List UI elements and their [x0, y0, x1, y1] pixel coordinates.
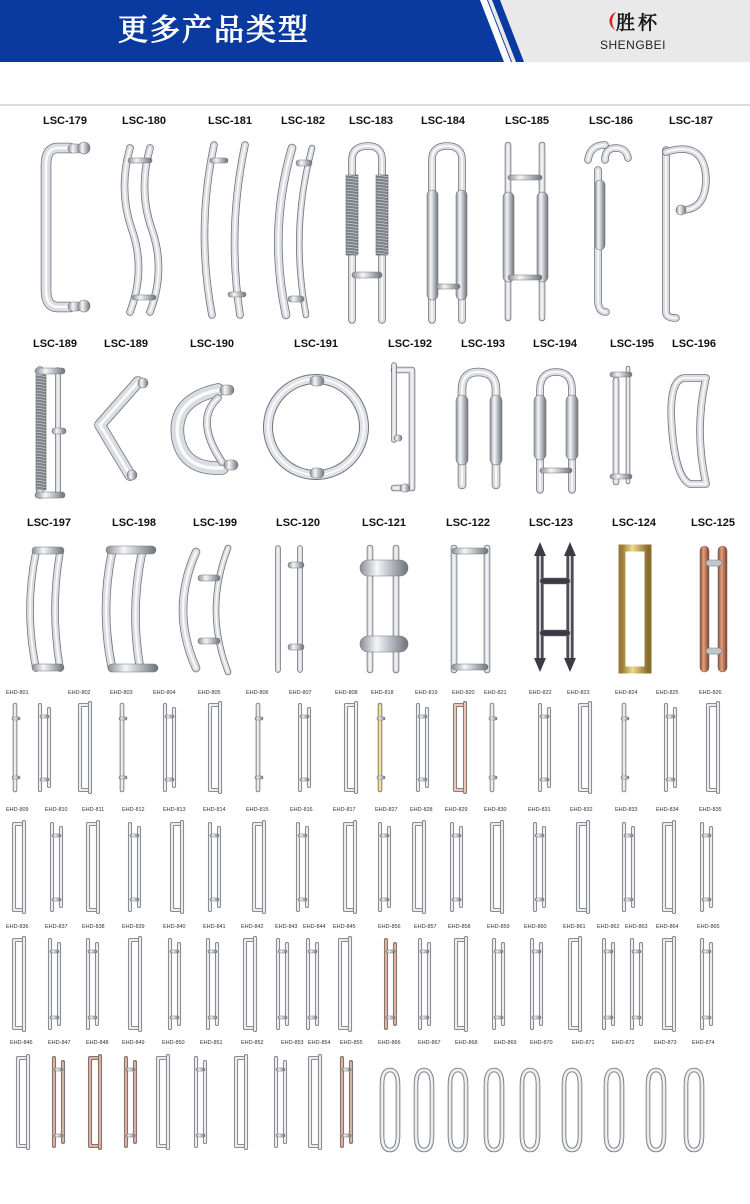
product-code-label: LSC-182	[280, 115, 326, 127]
handle-drawing	[128, 158, 152, 163]
handle-drawing	[310, 376, 324, 386]
product-code-label: LSC-187	[668, 115, 714, 127]
thumb-handle	[416, 1070, 432, 1150]
thumb-handle	[648, 1070, 664, 1150]
small-product-code: EHD-842	[241, 924, 264, 930]
small-product-code: EHD-831	[528, 807, 551, 813]
handle-drawing	[702, 834, 711, 837]
handle-drawing	[52, 834, 61, 837]
handle-drawing	[220, 385, 234, 395]
thumb-handle	[382, 1070, 398, 1150]
small-product-code: EHD-851	[200, 1040, 223, 1046]
small-product-code: EHD-826	[699, 690, 722, 696]
small-product-code: EHD-822	[529, 690, 552, 696]
handle-drawing	[400, 484, 410, 492]
handle-drawing	[88, 950, 97, 953]
product-code-label: LSC-184	[420, 115, 466, 127]
handle-drawing	[540, 778, 549, 781]
small-product-code: EHD-859	[487, 924, 510, 930]
thumb-handle	[414, 824, 422, 910]
thumb-handle	[80, 705, 88, 790]
small-product-code: EHD-868	[455, 1040, 478, 1046]
handle-drawing	[138, 378, 148, 388]
small-product-code: EHD-870	[530, 1040, 553, 1046]
small-product-code: EHD-855	[340, 1040, 363, 1046]
handle-drawing	[418, 715, 427, 718]
product-code-label: LSC-198	[111, 517, 157, 529]
handle-drawing	[452, 898, 461, 901]
handle-drawing	[126, 1068, 135, 1071]
handle-drawing	[12, 717, 20, 720]
handle-drawing	[702, 898, 711, 901]
thumb-handle	[345, 824, 353, 910]
handle-drawing	[278, 1016, 287, 1019]
product-code-label: LSC-121	[361, 517, 407, 529]
handle-drawing	[494, 1016, 503, 1019]
handle-drawing	[456, 190, 467, 300]
handle-drawing	[456, 395, 468, 465]
product-code-label: LSC-192	[387, 338, 433, 350]
small-product-code: EHD-811	[82, 807, 105, 813]
product-code-label: LSC-123	[528, 517, 574, 529]
thumb-handle	[90, 1058, 98, 1146]
handle-drawing	[535, 898, 544, 901]
thumb-handle	[522, 1070, 538, 1150]
small-product-code: EHD-856	[378, 924, 401, 930]
handle-drawing	[452, 548, 488, 554]
handle-drawing	[132, 295, 156, 300]
product-code-label: LSC-183	[348, 115, 394, 127]
thumb-handle	[522, 1070, 538, 1150]
handle-drawing	[676, 205, 686, 215]
handle-drawing	[32, 664, 64, 671]
thumb-handle	[416, 1070, 432, 1150]
product-code-label: LSC-199	[192, 517, 238, 529]
product-code-label: LSC-186	[588, 115, 634, 127]
small-product-code: EHD-857	[414, 924, 437, 930]
small-product-code: EHD-872	[612, 1040, 635, 1046]
handle-drawing	[380, 898, 389, 901]
small-product-code: EHD-806	[246, 690, 269, 696]
handle-drawing	[394, 435, 402, 441]
thumb-handle	[486, 1070, 502, 1150]
small-product-code: EHD-805	[198, 690, 221, 696]
small-product-code: EHD-818	[371, 690, 394, 696]
thumb-handle	[158, 1058, 166, 1146]
handle-lsc-189b	[100, 382, 138, 475]
small-product-code: EHD-808	[335, 690, 358, 696]
small-product-code: EHD-834	[656, 807, 679, 813]
thumb-handle	[564, 1070, 580, 1150]
thumb-handle	[14, 824, 22, 910]
small-product-code: EHD-874	[692, 1040, 715, 1046]
handle-drawing	[32, 547, 64, 554]
handle-drawing	[436, 284, 460, 289]
handle-drawing	[165, 715, 174, 718]
handle-drawing	[198, 638, 220, 644]
small-product-code: EHD-866	[378, 1040, 401, 1046]
thumb-handle	[648, 1070, 664, 1150]
handle-drawing	[632, 1016, 641, 1019]
product-code-label: LSC-196	[671, 338, 717, 350]
page-title: 更多产品类型	[118, 13, 310, 48]
handle-drawing	[126, 1134, 135, 1137]
thumb-handle	[686, 1070, 702, 1150]
handle-drawing	[494, 950, 503, 953]
logo-chinese: 胜杯	[616, 12, 661, 34]
handle-drawing	[35, 368, 65, 374]
handle-drawing	[377, 717, 385, 720]
small-product-code: EHD-840	[163, 924, 186, 930]
handle-drawing	[566, 395, 578, 460]
product-code-label: LSC-181	[207, 115, 253, 127]
product-code-label: LSC-191	[293, 338, 339, 350]
handle-drawing	[508, 175, 542, 180]
handle-drawing	[621, 717, 629, 720]
small-product-code: EHD-839	[122, 924, 145, 930]
small-product-code: EHD-814	[203, 807, 226, 813]
small-product-code: EHD-873	[654, 1040, 677, 1046]
thumb-handle	[564, 1070, 580, 1150]
handle-drawing	[420, 1016, 429, 1019]
handle-drawing	[12, 776, 20, 779]
handle-drawing	[380, 834, 389, 837]
small-product-code: EHD-846	[10, 1040, 33, 1046]
handle-drawing	[50, 1016, 59, 1019]
thumb-handle	[130, 940, 138, 1028]
thumb-handle	[455, 705, 463, 790]
handle-drawing	[489, 717, 497, 720]
handle-drawing	[610, 474, 632, 479]
thumb-handle	[310, 1058, 318, 1146]
product-code-label: LSC-189	[103, 338, 149, 350]
handle-drawing	[196, 1134, 205, 1137]
small-product-code: EHD-847	[48, 1040, 71, 1046]
thumb-handle	[580, 705, 588, 790]
handle-drawing	[228, 292, 246, 297]
small-product-code: EHD-830	[484, 807, 507, 813]
handle-drawing	[489, 776, 497, 779]
handle-drawing	[35, 492, 65, 498]
handle-drawing	[54, 1068, 63, 1071]
thumb-handle	[172, 824, 180, 910]
thumb-handle	[254, 824, 262, 910]
product-code-label: LSC-122	[445, 517, 491, 529]
handle-drawing	[624, 898, 633, 901]
small-product-code: EHD-833	[615, 807, 638, 813]
thumb-handle	[382, 1070, 398, 1150]
handle-drawing	[508, 275, 542, 280]
handle-drawing	[540, 630, 570, 636]
thumb-handle	[664, 940, 672, 1028]
thumb-handle	[210, 705, 218, 790]
handle-drawing	[310, 468, 324, 478]
handle-drawing	[170, 950, 179, 953]
handle-drawing	[666, 715, 675, 718]
small-product-code: EHD-860	[524, 924, 547, 930]
handle-drawing	[106, 546, 156, 554]
product-code-label: LSC-193	[460, 338, 506, 350]
small-product-code: EHD-838	[82, 924, 105, 930]
thumb-handle	[578, 824, 586, 910]
thumb-handle	[340, 940, 348, 1028]
thumb-handle	[486, 1070, 502, 1150]
thumb-handle	[648, 1070, 664, 1150]
small-product-code: EHD-861	[563, 924, 586, 930]
small-product-code: EHD-807	[289, 690, 312, 696]
thumb-handle	[456, 940, 464, 1028]
handle-drawing	[537, 192, 548, 282]
small-product-code: EHD-821	[484, 690, 507, 696]
thumb-handle	[416, 1070, 432, 1150]
small-product-code: EHD-820	[452, 690, 475, 696]
handle-drawing	[420, 950, 429, 953]
product-code-label: LSC-195	[609, 338, 655, 350]
product-code-label: LSC-125	[690, 517, 736, 529]
small-product-code: EHD-869	[494, 1040, 517, 1046]
handle-drawing	[360, 636, 408, 652]
small-product-code: EHD-829	[445, 807, 468, 813]
handle-drawing	[127, 470, 137, 480]
handle-drawing	[52, 428, 66, 434]
small-product-code: EHD-827	[375, 807, 398, 813]
small-product-code: EHD-816	[290, 807, 313, 813]
small-product-code: EHD-835	[699, 807, 722, 813]
handle-drawing	[276, 1134, 285, 1137]
small-product-code: EHD-871	[572, 1040, 595, 1046]
handle-drawing	[540, 578, 570, 584]
small-product-code: EHD-813	[163, 807, 186, 813]
handle-drawing	[621, 776, 629, 779]
small-product-code: EHD-863	[625, 924, 648, 930]
thumb-handle	[486, 1070, 502, 1150]
handle-drawing	[452, 664, 488, 670]
handle-drawing	[88, 1016, 97, 1019]
product-code-label: LSC-120	[275, 517, 321, 529]
thumb-handle	[564, 1070, 580, 1150]
handle-drawing	[300, 778, 309, 781]
handle-lsc-124	[622, 548, 648, 670]
handle-drawing	[50, 950, 59, 953]
logo-english: SHENGBEI	[600, 38, 667, 52]
handle-drawing	[119, 717, 127, 720]
thumb-handle	[88, 824, 96, 910]
thumb-handle	[14, 940, 22, 1028]
handle-drawing	[210, 834, 219, 837]
handle-drawing	[532, 950, 541, 953]
handle-drawing	[666, 778, 675, 781]
handle-drawing	[706, 648, 722, 654]
handle-drawing	[196, 1068, 205, 1071]
small-product-code: EHD-824	[615, 690, 638, 696]
thumb-handle	[18, 1058, 26, 1146]
handle-drawing	[52, 898, 61, 901]
handle-drawing	[342, 1068, 351, 1071]
small-product-code: EHD-854	[308, 1040, 331, 1046]
handle-drawing	[300, 715, 309, 718]
handle-drawing	[702, 950, 711, 953]
small-product-code: EHD-817	[333, 807, 356, 813]
handle-drawing	[702, 1016, 711, 1019]
handle-drawing	[278, 950, 287, 953]
thumb-handle	[606, 1070, 622, 1150]
small-product-code: EHD-862	[597, 924, 620, 930]
small-product-code: EHD-823	[567, 690, 590, 696]
handle-drawing	[342, 1134, 351, 1137]
small-product-code: EHD-852	[241, 1040, 264, 1046]
small-product-code: EHD-837	[45, 924, 68, 930]
handle-drawing	[208, 1016, 217, 1019]
handle-drawing	[54, 1134, 63, 1137]
handle-drawing	[386, 950, 395, 953]
small-product-code: EHD-865	[697, 924, 720, 930]
handle-drawing	[170, 1016, 179, 1019]
handle-drawing	[503, 192, 514, 282]
handle-drawing	[255, 717, 263, 720]
handle-drawing	[296, 160, 312, 166]
handle-drawing	[288, 562, 304, 568]
product-code-label: LSC-185	[504, 115, 550, 127]
handle-drawing	[165, 778, 174, 781]
small-product-code: EHD-832	[570, 807, 593, 813]
small-product-code: EHD-864	[656, 924, 679, 930]
thumb-handle	[245, 940, 253, 1028]
handle-drawing	[624, 834, 633, 837]
thumb-handle	[664, 824, 672, 910]
handle-drawing	[540, 715, 549, 718]
product-code-label: LSC-124	[611, 517, 657, 529]
product-code-label: LSC-180	[121, 115, 167, 127]
thumb-handle	[570, 940, 578, 1028]
small-product-code: EHD-845	[333, 924, 356, 930]
handle-drawing	[604, 950, 613, 953]
thumb-handle	[450, 1070, 466, 1150]
small-product-code: EHD-828	[410, 807, 433, 813]
thumb-handle	[346, 705, 354, 790]
handle-lsc-191	[268, 379, 364, 475]
small-product-code: EHD-803	[110, 690, 133, 696]
handle-drawing	[130, 834, 139, 837]
handle-drawing	[360, 560, 408, 576]
handle-drawing	[452, 834, 461, 837]
small-product-code: EHD-804	[153, 690, 176, 696]
small-product-code: EHD-810	[45, 807, 68, 813]
small-product-code: EHD-841	[203, 924, 226, 930]
thumb-handle	[236, 1058, 244, 1146]
small-product-code: EHD-867	[418, 1040, 441, 1046]
handle-drawing	[108, 664, 158, 672]
handle-drawing	[540, 468, 572, 473]
small-product-code: EHD-801	[6, 690, 29, 696]
handle-drawing	[377, 776, 385, 779]
handle-drawing	[308, 950, 317, 953]
handle-drawing	[386, 1016, 395, 1019]
small-product-code: EHD-853	[281, 1040, 304, 1046]
thumb-handle	[686, 1070, 702, 1150]
handle-lsc-187	[666, 150, 676, 318]
thumb-handle	[382, 1070, 398, 1150]
handle-drawing	[255, 776, 263, 779]
handle-drawing	[210, 898, 219, 901]
thumb-handle	[708, 705, 716, 790]
small-product-code: EHD-809	[6, 807, 29, 813]
thumb-handle	[606, 1070, 622, 1150]
small-product-code: EHD-843	[275, 924, 298, 930]
handle-drawing	[490, 395, 502, 465]
handle-drawing	[418, 778, 427, 781]
handle-drawing	[427, 190, 438, 300]
handle-drawing	[208, 950, 217, 953]
handle-drawing	[535, 834, 544, 837]
handle-drawing	[288, 296, 304, 302]
thumb-handle	[522, 1070, 538, 1150]
small-product-code: EHD-848	[86, 1040, 109, 1046]
small-product-code: EHD-849	[122, 1040, 145, 1046]
small-product-code: EHD-819	[415, 690, 438, 696]
handle-lsc-187	[666, 149, 706, 210]
handle-drawing	[534, 395, 546, 460]
handle-drawing	[352, 272, 382, 278]
product-code-label: LSC-197	[26, 517, 72, 529]
product-code-label: LSC-190	[189, 338, 235, 350]
product-code-label: LSC-194	[532, 338, 578, 350]
thumb-handle	[492, 824, 500, 910]
small-product-code: EHD-836	[6, 924, 29, 930]
handle-drawing	[210, 158, 228, 163]
small-product-code: EHD-825	[656, 690, 679, 696]
handle-drawing	[595, 180, 605, 250]
handle-drawing	[198, 575, 220, 581]
handle-drawing	[632, 950, 641, 953]
handle-drawing	[78, 300, 90, 312]
product-code-label: LSC-189	[32, 338, 78, 350]
small-product-code: EHD-802	[68, 690, 91, 696]
small-product-code: EHD-815	[246, 807, 269, 813]
handle-drawing	[40, 715, 49, 718]
handle-drawing	[276, 1068, 285, 1071]
small-product-code: EHD-812	[122, 807, 145, 813]
thumb-handle	[606, 1070, 622, 1150]
handle-drawing	[604, 1016, 613, 1019]
handle-drawing	[308, 1016, 317, 1019]
thumb-handle	[686, 1070, 702, 1150]
handle-drawing	[298, 834, 307, 837]
handle-drawing	[706, 560, 722, 566]
handle-drawing	[298, 898, 307, 901]
small-product-code: EHD-844	[303, 924, 326, 930]
thumb-handle	[450, 1070, 466, 1150]
handle-drawing	[40, 778, 49, 781]
thumb-handle	[450, 1070, 466, 1150]
handle-drawing	[78, 142, 90, 154]
handle-drawing	[288, 644, 304, 650]
handle-drawing	[610, 372, 632, 377]
handle-drawing	[119, 776, 127, 779]
handle-lsc-179	[46, 148, 70, 307]
product-code-label: LSC-179	[42, 115, 88, 127]
handle-drawing	[130, 898, 139, 901]
handle-drawing	[532, 1016, 541, 1019]
small-product-code: EHD-858	[448, 924, 471, 930]
small-product-code: EHD-850	[162, 1040, 185, 1046]
handle-drawing	[224, 460, 238, 470]
